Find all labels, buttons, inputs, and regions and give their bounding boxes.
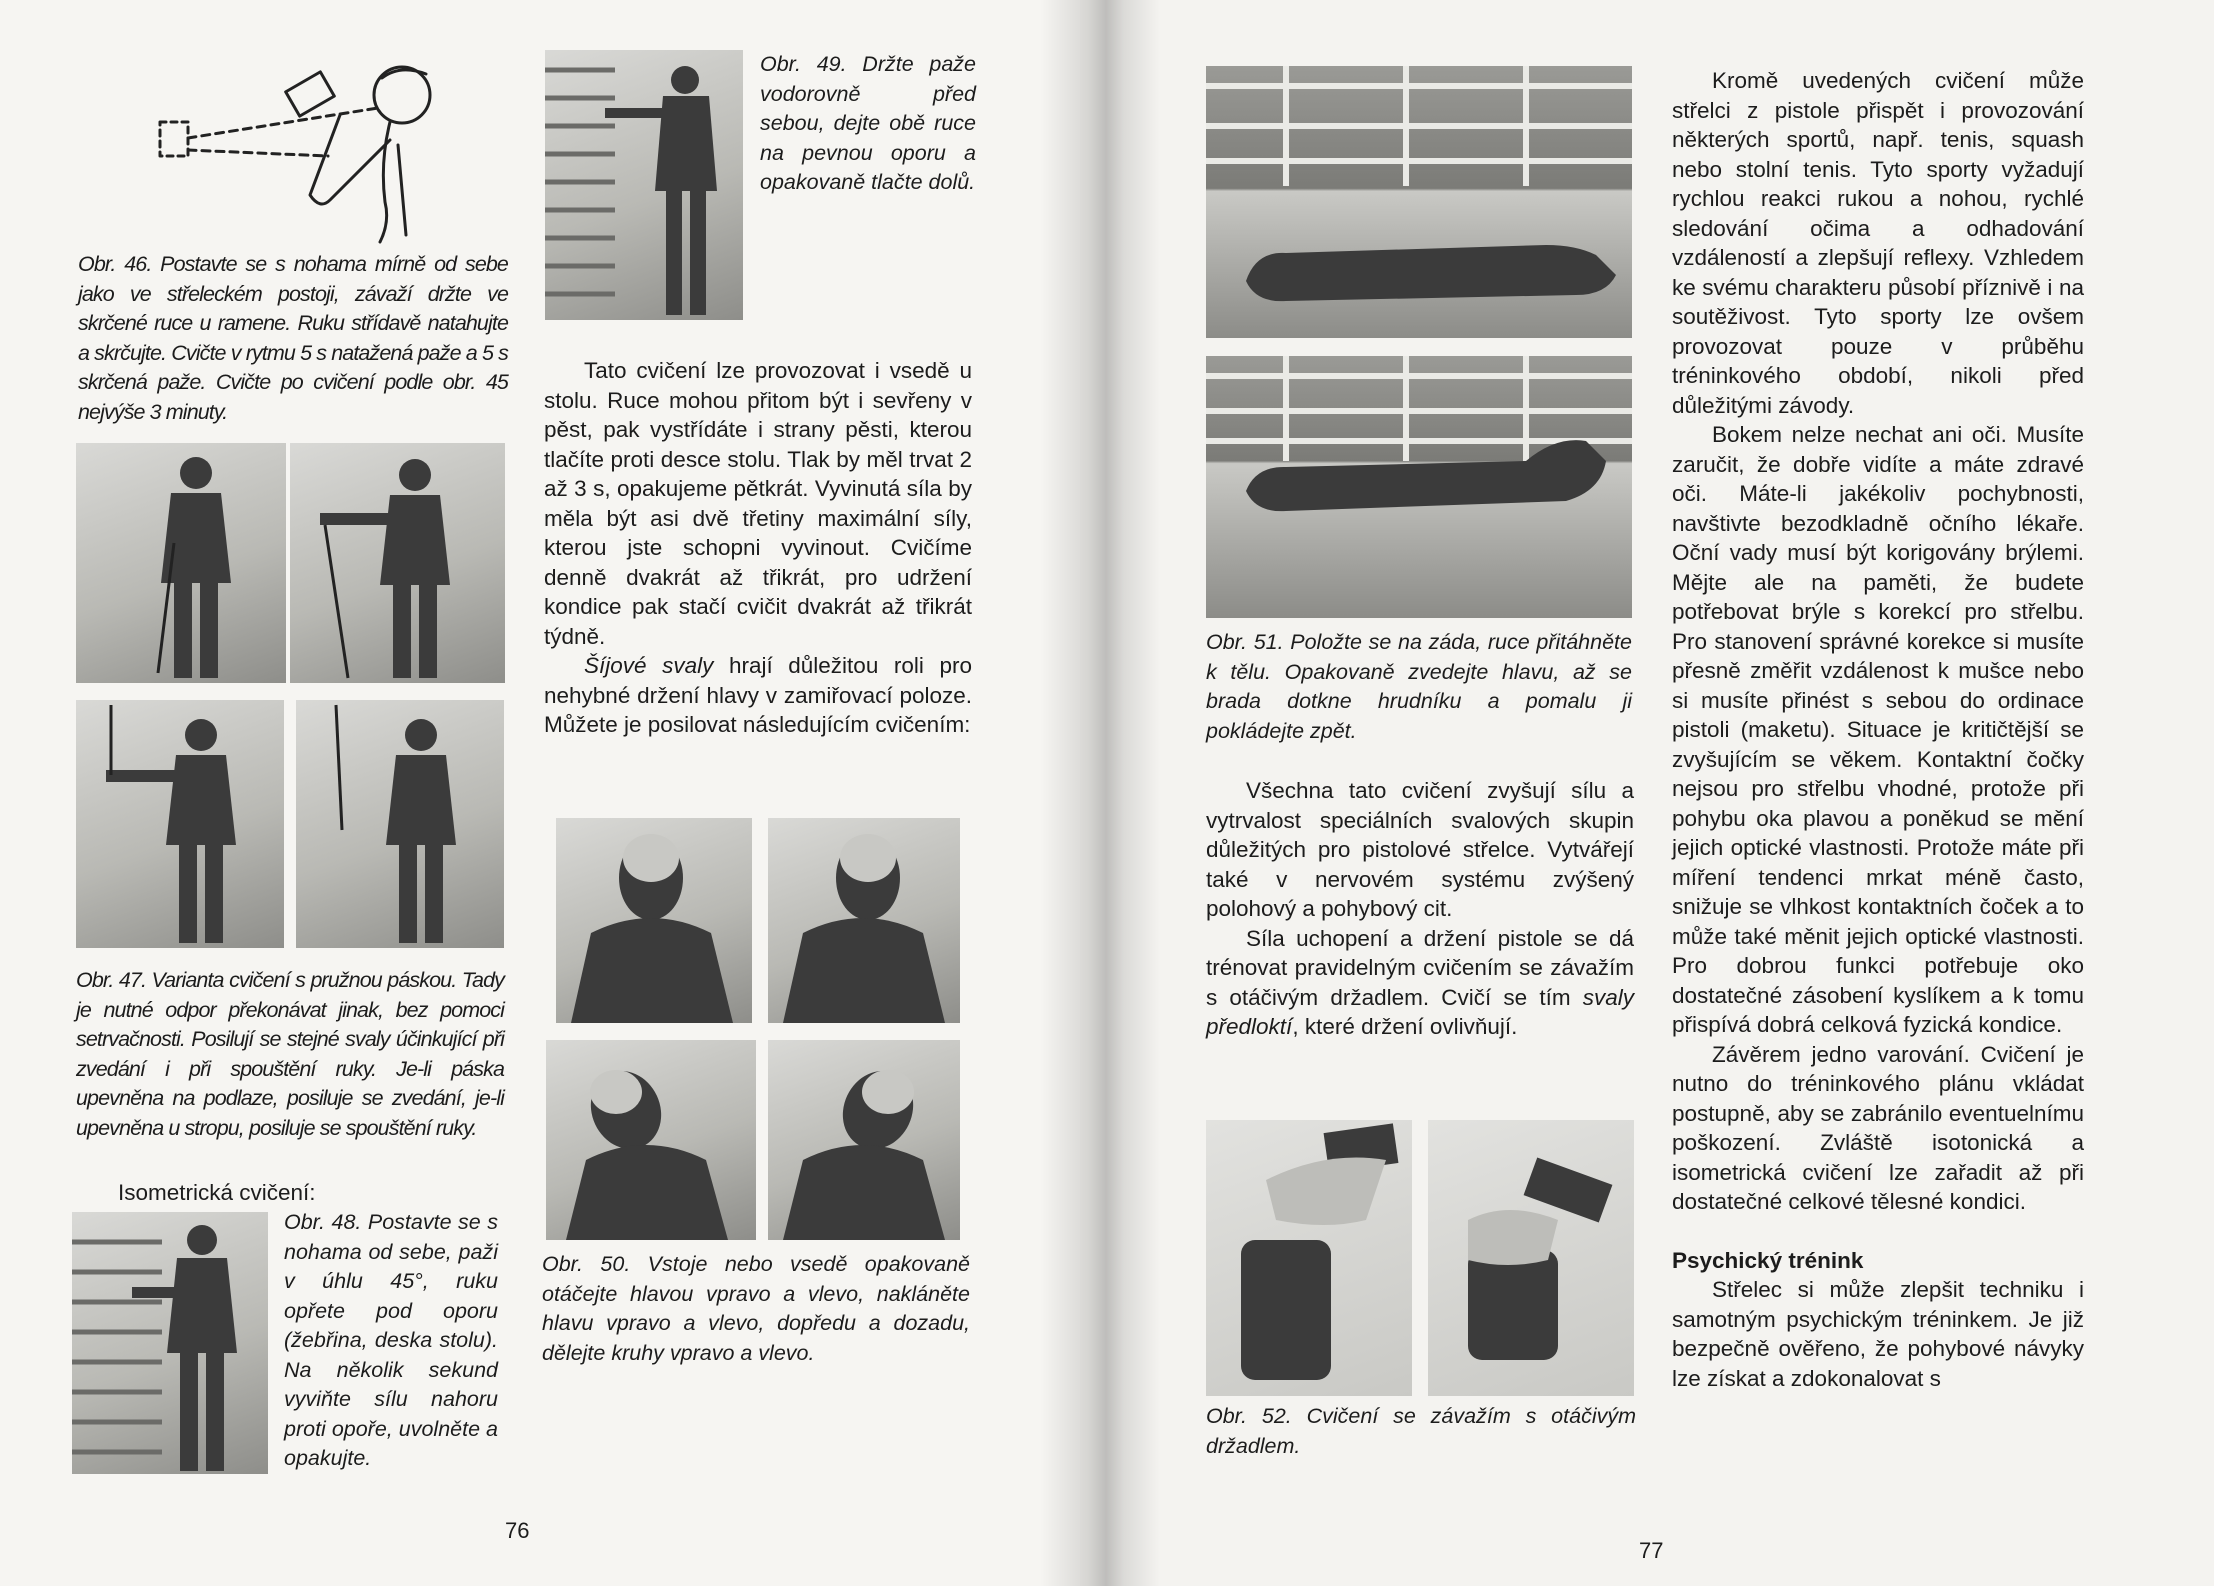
- figure-48-caption: Obr. 48. Postavte se s nohama od sebe, paži v úhlu 45°, ruku opřete pod oporu (žebřina, deska stolu). Na několik sekund vyviňte sílu nahoru proti opoře, uvolněte a opakujte.: [284, 1210, 498, 1470]
- paragraph: Všechna tato cvičení zvyšují sílu a vytrvalost speciálních svalových skupin důležitých pro pistolové střelce. Vytvářejí také v nervovém systému zvýšený polohový a pohybový cit.: [1206, 778, 1634, 921]
- left-body-text: [544, 356, 972, 740]
- page-number-right: 77: [1639, 1538, 1664, 1563]
- emphasis: Šíjové svaly: [584, 653, 714, 678]
- figure-47-photo-4: [296, 700, 504, 948]
- figure-46-drawing: [150, 50, 450, 250]
- right-page: [1080, 0, 2214, 1586]
- figure-51-photo-2: [1206, 356, 1632, 618]
- figure-47-caption: Obr. 47. Varianta cvičení s pružnou páskou. Tady je nutné odpor překonávat jinak, bez pomoci setrvačnosti. Posilují se stejné svaly účinkující při zvedání i při spouštění ruky. Je-li páska upevněna na podlaze, posiluje se zvedání, je-li upevněna u stropu, posiluje se spouštění ruky.: [76, 968, 504, 1140]
- figure-52-photo-2: [1428, 1120, 1634, 1396]
- paragraph: Tato cvičení lze provozovat i vsedě u stolu. Ruce mohou přitom být i sevřeny v pěst, pak vystřídáte i strany pěsti, kterou tlačíte proti desce stolu. Tlak by měl trvat 2 až 3 s, opakujeme pětkrát. Vyvinutá síla by měla být asi dvě třetiny maximální síly, kterou jste schopni vyvinout. Cvičíme denně dvakrát až třikrát, pro udržení kondice pak stačí cvičit dvakrát až třikrát týdně.: [544, 358, 972, 649]
- figure-48-photo: [72, 1212, 268, 1474]
- figure-50-caption: Obr. 50. Vstoje nebo vsedě opakovaně otáčejte hlavou vpravo a vlevo, nakláněte hlavu vpravo a vlevo, dopředu a dozadu, dělejte kruhy vpravo a vlevo.: [542, 1252, 970, 1365]
- figure-51-photo-1: [1206, 66, 1632, 338]
- isometric-label: Isometrická cvičení:: [118, 1180, 316, 1205]
- paragraph: Střelec si může zlepšit techniku i samotným psychickým tréninkem. Je již bezpečně ověřeno, že pohybové návyky lze získat a zdokonalovat s: [1672, 1277, 2084, 1391]
- figure-49-caption: Obr. 49. Držte paže vodorovně před sebou, dejte obě ruce na pevnou oporu a opakovaně tlačte dolů.: [760, 52, 976, 194]
- figure-47-photo-1: [76, 443, 286, 683]
- figure-50-photo-1: [556, 818, 752, 1023]
- figure-46-caption: Obr. 46. Postavte se s nohama mírně od sebe jako ve střeleckém postoji, závaží držte ve skrčené ruce u ramene. Ruku střídavě natahujte a skrčujte. Cvičte v rytmu 5 s natažená paže a 5 s skrčená paže. Cvičte po cvičení podle obr. 45 nejvýše 3 minuty.: [78, 252, 508, 424]
- figure-50-photo-3: [546, 1040, 756, 1240]
- paragraph: Šíjové svaly hrají důležitou roli pro nehybné držení hlavy v zamiřovací poloze. Můžete je posilovat následujícím cvičením:: [544, 653, 972, 737]
- left-page: [0, 0, 1080, 1586]
- figure-50-photo-2: [768, 818, 960, 1023]
- emphasis: svaly předloktí: [1206, 984, 1634, 1039]
- figure-51-caption: Obr. 51. Položte se na záda, ruce přitáhněte k tělu. Opakovaně zvedejte hlavu, až se brada dotkne hrudníku a pomalu ji pokládejte zpět.: [1206, 630, 1632, 743]
- figure-49-photo: [545, 50, 743, 320]
- page-number-left: 76: [505, 1518, 530, 1543]
- paragraph: Kromě uvedených cvičení může střelci z pistole přispět i provozování některých sportů, např. tenis, squash nebo stolní tenis. Tyto sporty vyžadují rychlou reakci rukou a nohou, rychlé sledování očima a odhadování vzdáleností a zlepšují reflexy. Vzhledem ke svému charakteru působí příznivě i na soutěživost. Tyto sporty lze ovšem provozovat pouze v průběhu tréninkového období, nikoli před důležitými závody.: [1672, 68, 2084, 418]
- figure-50-photo-4: [768, 1040, 960, 1240]
- figure-52-caption: Obr. 52. Cvičení se závažím s otáčivým držadlem.: [1206, 1404, 1636, 1458]
- paragraph: Bokem nelze nechat ani oči. Musíte zaručit, že dobře vidíte a máte zdravé oči. Máte-li jakékoliv pochybnosti, navštivte bezodkladně očního lékaře. Oční vady musí být korigovány brýlemi. Mějte ale na paměti, že budete potřebovat brýle s korekcí pro střelbu. Pro stanovení správné korekce si musíte přesně změřit vzdálenost k mušce nebo si musíte přinést s sebou do ordinace pistoli (maketu). Situace je kritičtější se zvyšujícím se věkem. Kontaktní čočky nejsou pro střelbu vhodné, protože při pohybu oka plavou a poněkud se mění jejich optické vlastnosti. Protože máte při míření tendenci mrkat méně často, snižuje se vlhkost kontaktních čoček a to může také měnit jejich optické vlastnosti. Pro dobrou funkci potřebuje oko dostatečné zásobení kyslíkem a k tomu přispívá dobrá celková fyzická kondice.: [1672, 422, 2084, 1037]
- figure-47-photo-2: [290, 443, 505, 683]
- right-column-text: [1672, 66, 2084, 1393]
- paragraph: Síla uchopení a držení pistole se dá trénovat pravidelným cvičením se závažím s otáčivým držadlem. Cvičí se tím svaly předloktí, které držení ovlivňují.: [1206, 925, 1634, 1039]
- middle-body-text: [1206, 776, 1634, 1042]
- figure-52-photo-1: [1206, 1120, 1412, 1396]
- paragraph: Závěrem jedno varování. Cvičení je nutno do tréninkového plánu vkládat postupně, aby se zabránilo eventuelnímu poškození. Zvláště isotonická a isometrická cvičení lze zařadit až při dostatečné celkové tělesné kondici.: [1672, 1041, 2084, 1214]
- section-heading: Psychický trénink: [1672, 1247, 1864, 1273]
- figure-47-photo-3: [76, 700, 284, 948]
